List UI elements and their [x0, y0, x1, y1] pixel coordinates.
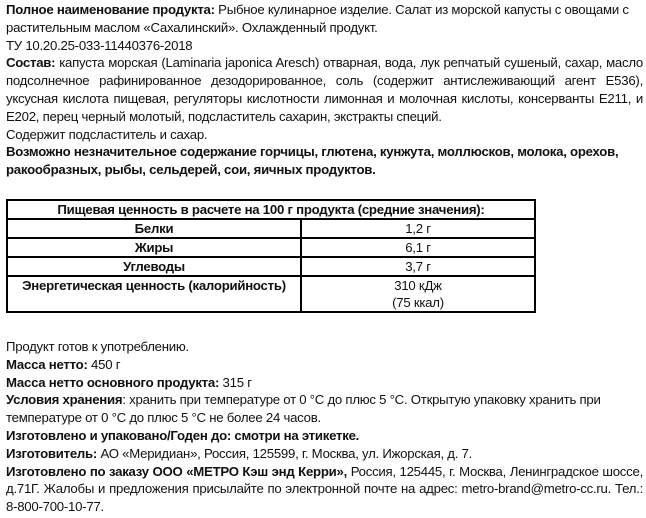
net-mass-label: Масса нетто:: [6, 356, 88, 372]
storage-value: : хранить при температуре от 0 °С до плюс 5 °С. Открытую упаковку хранить при температуре от 0 °С до плюс 5 °С не более 24 часов.: [6, 392, 601, 426]
nutrient-label: Жиры: [7, 238, 301, 257]
manufacturer-value: АО «Меридиан», Россия, 125599, г. Москва, ул. Ижорская, д. 7.: [97, 445, 473, 461]
full-name-value: Рыбное кулинарное изделие. Салат из морской капусты с овощами с растительным маслом «Сахалинский». Охлажденный продукт.: [6, 2, 629, 35]
nutrient-value: 1,2 г: [301, 219, 535, 238]
ordered-label: Изготовлено по заказу ООО «МЕТРО Кэш энд Керри»,: [6, 463, 348, 479]
nutrient-label: Белки: [7, 219, 301, 238]
composition-label: Состав:: [6, 55, 56, 71]
table-row: [7, 238, 535, 257]
dates-text: Изготовлено и упаковано/Годен до: смотри на этикетке.: [6, 427, 360, 443]
table-row: [7, 257, 535, 276]
tu-code: ТУ 10.20.25-033-11440376-2018: [6, 37, 193, 53]
allergen-text: Возможно незначительное содержание горчицы, глютена, кунжута, моллюсков, молока, орехов, ракообразных, рыбы, сельдерей, сои, яичных продуктов.: [6, 144, 619, 178]
storage-conditions: [6, 391, 643, 427]
manufacturer-label: Изготовитель:: [6, 445, 98, 461]
net-main-mass: [6, 374, 643, 392]
composition-paragraph: [6, 54, 643, 125]
manufacturer: [6, 445, 643, 463]
product-details: [6, 338, 643, 516]
sweetener-note: Содержит подсластитель и сахар.: [6, 126, 208, 142]
nutrition-table: [6, 199, 536, 313]
nutrition-header: Пищевая ценность в расчете на 100 г продукта (средние значения):: [7, 200, 535, 219]
nutrient-value: 3,7 г: [301, 257, 535, 276]
dates-note: [6, 427, 643, 445]
product-description: [6, 1, 643, 179]
net-main-value: 315 г: [219, 374, 252, 390]
energy-kj: 310 кДж: [394, 278, 442, 293]
energy-label: Энергетическая ценность (калорийность): [7, 276, 301, 312]
full-name-label: Полное наименование продукта:: [6, 2, 215, 17]
energy-value: [301, 276, 535, 312]
nutrition-header-row: [7, 200, 535, 219]
storage-label: Условия хранения: [6, 392, 123, 408]
nutrient-label: Углеводы: [7, 257, 301, 276]
table-row: [7, 219, 535, 238]
composition-value: капуста морская (Laminaria japonica Aresch) отварная, вода, лук репчатый сушеный, сахар, масло подсолнечное рафинированное дезодорированное, соль (содержит антислеживающий агент Е536), уксусная кислота пищевая, регуляторы кислотности лимонная и молочная кислоты, консерванты Е211, и Е202, перец черный молотый, подсластитель сахарин, экстракты специй.: [6, 55, 643, 124]
allergen-note: [6, 143, 643, 179]
energy-row: [7, 276, 535, 312]
energy-kcal: (75 ккал): [392, 295, 444, 310]
ordered-by: [6, 463, 643, 516]
full-name-paragraph: [6, 1, 643, 37]
net-main-label: Масса нетто основного продукта:: [6, 374, 220, 390]
net-mass-value: 450 г: [87, 356, 121, 372]
net-mass: [6, 356, 643, 374]
ready-to-eat: Продукт готов к употреблению.: [6, 339, 189, 354]
nutrient-value: 6,1 г: [301, 238, 535, 257]
ordered-value: Россия, 125445, г. Москва, Ленинградское шоссе, д.71Г. Жалобы и предложения присылайте по электронной почте на адрес: metro-brand@metro-cc.ru. Тел.: 8-800-700-10-77.: [6, 463, 643, 515]
